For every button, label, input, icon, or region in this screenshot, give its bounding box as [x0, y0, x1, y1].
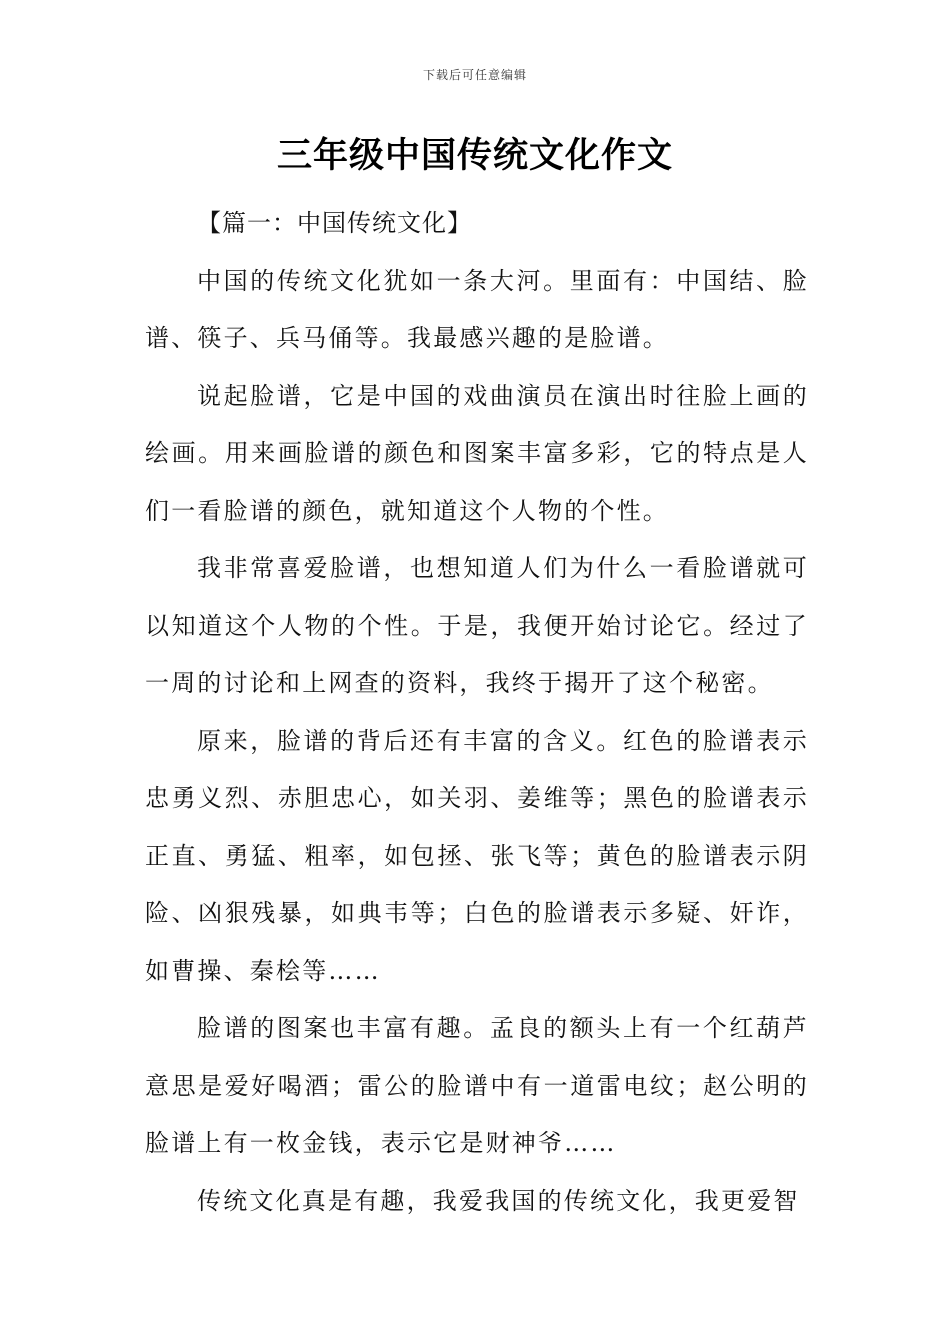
paragraph: 我非常喜爱脸谱，也想知道人们为什么一看脸谱就可以知道这个人物的个性。于是，我便开始讨论它。经过了一周的讨论和上网查的资料，我终于揭开了这个秘密。	[145, 554, 809, 697]
document-title: 三年级中国传统文化作文	[276, 136, 673, 176]
section-heading: 【篇一：中国传统文化】	[197, 209, 472, 237]
document-body	[145, 195, 809, 1230]
header-note: 下载后可任意编辑	[422, 68, 527, 82]
paragraph: 说起脸谱，它是中国的戏曲演员在演出时往脸上画的绘画。用来画脸谱的颜色和图案丰富多彩，它的特点是人们一看脸谱的颜色，就知道这个人物的个性。	[145, 381, 809, 525]
paragraph: 传统文化真是有趣，我爱我国的传统文化，我更爱智	[197, 1186, 800, 1215]
paragraph: 原来，脸谱的背后还有丰富的含义。红色的脸谱表示忠勇义烈、赤胆忠心，如关羽、姜维等；黑色的脸谱表示正直、勇猛、粗率，如包拯、张飞等；黄色的脸谱表示阴险、凶狠残暴，如典韦等；白色的脸谱表示多疑、奸诈，如曹操、秦桧等……	[145, 726, 809, 985]
paragraph: 脸谱的图案也丰富有趣。孟良的额头上有一个红葫芦意思是爱好喝酒；雷公的脸谱中有一道雷电纹；赵公明的脸谱上有一枚金钱，表示它是财神爷……	[145, 1014, 809, 1157]
paragraph: 中国的传统文化犹如一条大河。里面有：中国结、脸谱、筷子、兵马俑等。我最感兴趣的是脸谱。	[145, 266, 809, 352]
